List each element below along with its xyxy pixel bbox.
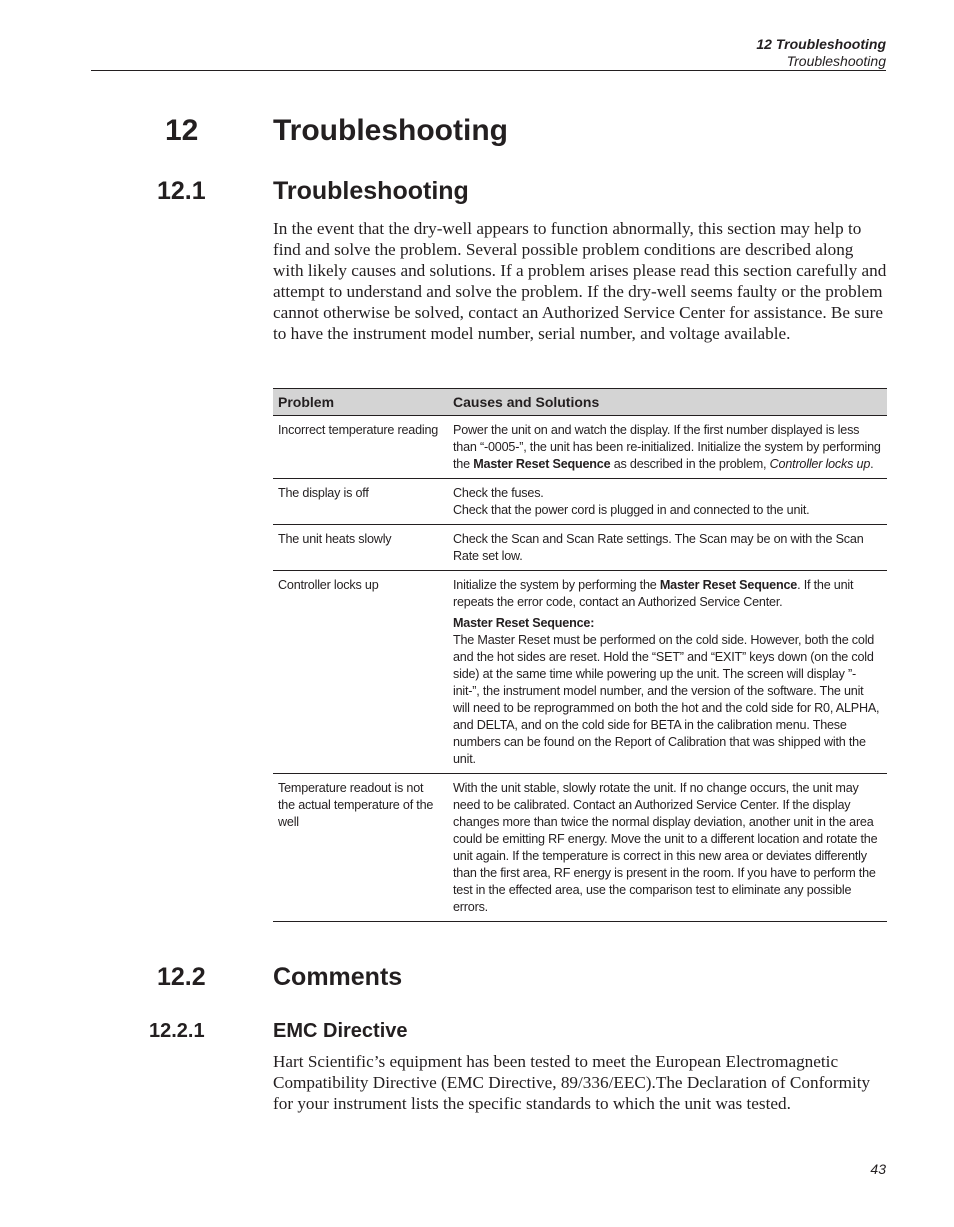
chapter-number: 12 [165, 114, 199, 147]
solution-text: as described in the problem, [610, 457, 770, 471]
solution-cell: Check the Scan and Scan Rate settings. The Scan may be on with the Scan Rate set low. [448, 525, 887, 571]
table-row [273, 571, 887, 774]
page-number: 43 [870, 1161, 886, 1177]
emc-paragraph: Hart Scientific’s equipment has been tested to meet the European Electromagnetic Compatibility Directive (EMC Directive, 89/336/EEC).The Declaration of Conformity for your instrument lists the specific standards to which the unit was tested. [273, 1052, 871, 1113]
solution-detail: The Master Reset must be performed on the cold side. However, both the cold and the hot sides are reset. Hold the “SET” and “EXIT” keys down (on the cold side) at the same time while powering up the unit. The screen will display ”-init-”, the instrument model number, and the version of the software. The unit will need to be reprogrammed on both the hot and the cold side for R0, ALPHA, and DELTA, and on the cold side for BETA in the calibration menu. These numbers can be found on the Report of Calibration that was shipped with the unit. [453, 633, 880, 766]
table-row [273, 416, 887, 479]
solution-cell [448, 571, 887, 774]
section-number: 12.2 [157, 963, 206, 991]
solution-subheading: Master Reset Sequence: [453, 616, 595, 630]
running-head-chapter: 12 Troubleshooting [756, 36, 886, 52]
section-title: Troubleshooting [273, 177, 469, 205]
emphasis-text: Master Reset Sequence [659, 578, 798, 592]
troubleshooting-table [273, 388, 887, 922]
problem-cell: The unit heats slowly [273, 525, 448, 571]
column-header-problem: Problem [273, 389, 448, 416]
running-head [756, 36, 886, 70]
problem-cell: Incorrect temperature reading [273, 416, 448, 479]
solution-cell [448, 479, 887, 525]
solution-cell [448, 416, 887, 479]
solution-text: . If the unit repeats the error code, contact an Authorized Service Center. [453, 578, 854, 609]
emphasis-text: Master Reset Sequence [473, 457, 611, 471]
running-head-section: Troubleshooting [786, 53, 886, 69]
solution-text: . [870, 457, 874, 471]
solution-text: Initialize the system by performing the [453, 578, 660, 592]
problem-cell: Temperature readout is not the actual temperature of the well [273, 774, 448, 922]
problem-cell: The display is off [273, 479, 448, 525]
subsection-title: EMC Directive [273, 1020, 408, 1042]
solution-line: Check the fuses. [453, 486, 544, 500]
table-header-row [273, 389, 887, 416]
column-header-solutions: Causes and Solutions [448, 389, 887, 416]
section-title: Comments [273, 963, 403, 991]
problem-cell: Controller locks up [273, 571, 448, 774]
section-number: 12.1 [157, 177, 206, 205]
subsection-number: 12.2.1 [149, 1020, 205, 1042]
intro-paragraph: In the event that the dry-well appears to function abnormally, this section may help to find and solve the problem. Several possible problem conditions are described along with likely causes and solutions. If a problem arises please read this section carefully and attempt to understand and solve the problem. If the dry-well seems faulty or the problem cannot otherwise be solved, contact an Authorized Service Center for assistance. Be sure to have the instrument model number, serial number, and voltage available. [273, 219, 887, 343]
table-row [273, 525, 887, 571]
chapter-title: Troubleshooting [273, 114, 508, 147]
table-row [273, 479, 887, 525]
solution-cell: With the unit stable, slowly rotate the unit. If no change occurs, the unit may need to be calibrated. Contact an Authorized Service Center. If the display changes more than twice the normal display deviation, another unit in the area could be emitting RF energy. Move the unit to a different location and rotate the unit again. If the temperature is correct in this new area or deviates differently than the first area, RF energy is present in the room. If you have to perform the test in the effected area, use the comparison test to eliminate any possible errors. [448, 774, 887, 922]
solution-line: Check that the power cord is plugged in and connected to the unit. [453, 503, 810, 517]
header-rule [91, 70, 886, 71]
table-row [273, 774, 887, 922]
cross-reference: Controller locks up [769, 457, 871, 471]
solution-text: Power the unit on and watch the display. If the first number displayed is less than “-0005-”, the unit has been re-initialized. Initialize the system by performing the [453, 423, 881, 471]
